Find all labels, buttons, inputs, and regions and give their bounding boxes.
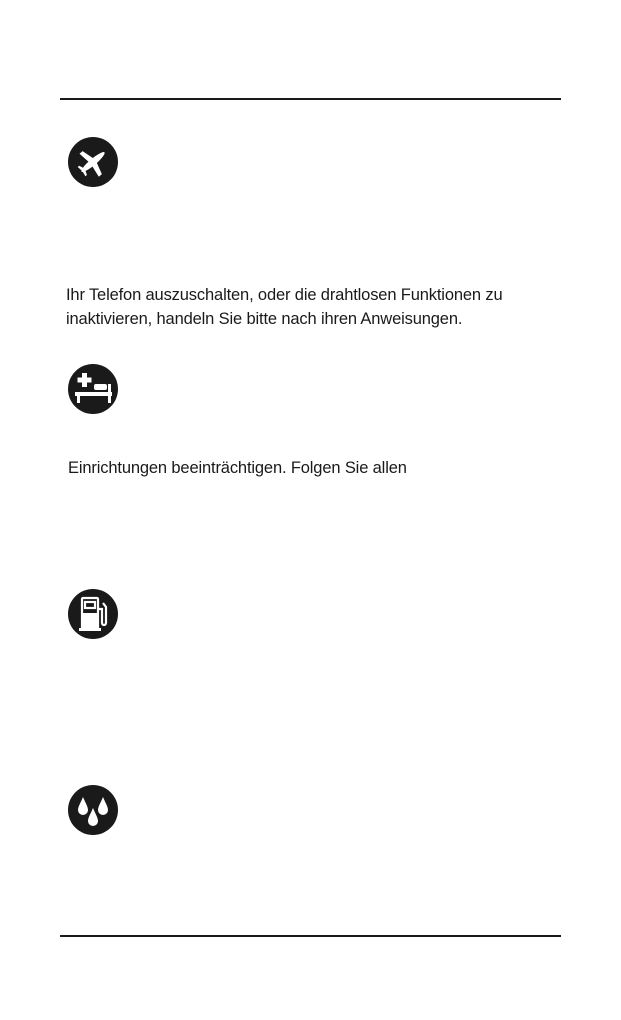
top-divider [60, 98, 561, 100]
airplane-icon [68, 137, 118, 187]
hospital-paragraph [68, 456, 563, 480]
text-line: inaktivieren, handeln Sie bitte nach ihren Anweisungen. [66, 310, 463, 328]
bottom-divider [60, 935, 561, 937]
hospital-bed-icon [68, 364, 118, 414]
text-line: Ihr Telefon auszuschalten, oder die drahtlosen Funktionen zu [66, 286, 503, 304]
airplane-paragraph [66, 283, 561, 331]
fuel-pump-icon [68, 589, 118, 639]
water-drops-icon [68, 785, 118, 835]
text-line: Einrichtungen beeinträchtigen. Folgen Sie allen [68, 459, 407, 477]
